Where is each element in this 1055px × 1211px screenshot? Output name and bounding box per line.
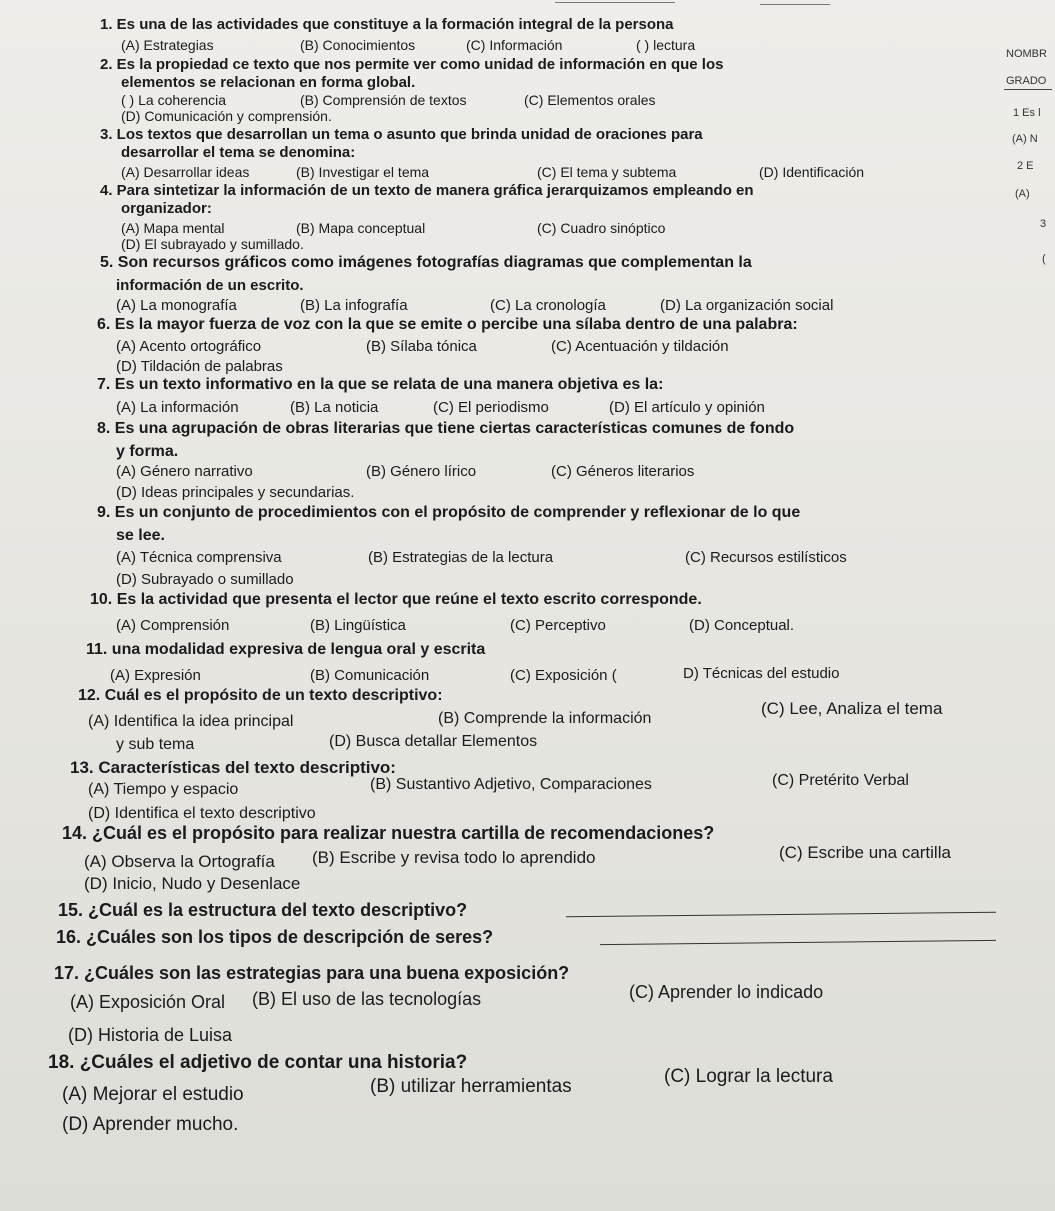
question-2: 2. Es la propiedad ce texto que nos permite ver como unidad de información en que los [100,56,724,73]
option: (C) Pretérito Verbal [772,772,909,789]
option: D) Técnicas del estudio [683,665,840,682]
option: (D) La organización social [660,297,834,314]
question-8: 8. Es una agrupación de obras literarias que tiene ciertas características comunes de fondo [97,420,795,437]
option: (C) Información [466,37,563,53]
option: (C) Lee, Analiza el tema [761,699,943,718]
side-text: 1 Es l [1013,107,1041,119]
side-text: 3 [1040,218,1047,230]
option: ( ) La coherencia [121,92,227,108]
option: (D) Tildación de palabras [116,358,283,375]
option: (B) utilizar herramientas [370,1076,572,1097]
question-16: 16. ¿Cuáles son los tipos de descripción de seres? [56,927,494,947]
option: (D) Identifica el texto descriptivo [88,805,316,822]
option: (A) Estrategias [121,37,214,53]
option: (C) La cronología [490,297,606,314]
question-7: 7. Es un texto informativo en la que se relata de una manera objetiva es la: [97,376,664,393]
answer-line [566,912,996,918]
option: (B) Investigar el tema [296,164,430,180]
option: (C) Aprender lo indicado [629,982,824,1002]
option: (C) Escribe una cartilla [779,843,951,862]
answer-line [600,940,996,945]
option: (A) Acento ortográfico [116,338,262,355]
option: (B) Estrategias de la lectura [368,549,554,566]
option: (A) Mapa mental [121,220,225,236]
option: (A) Género narrativo [116,463,253,480]
question-18: 18. ¿Cuáles el adjetivo de contar una historia? [48,1052,468,1073]
option: (C) Géneros literarios [551,463,695,480]
top-line [555,2,675,3]
side-text: (A) [1015,188,1030,200]
question-12: 12. Cuál es el propósito de un texto descriptivo: [78,687,443,704]
option: (C) Exposición ( [510,667,617,684]
question-15: 15. ¿Cuál es la estructura del texto descriptivo? [58,900,468,920]
side-text: ( [1042,253,1046,265]
option: (B) Comprensión de textos [300,92,467,108]
question-10: 10. Es la actividad que presenta el lector que reúne el texto escrito corresponde. [90,591,702,608]
option: (B) Comunicación [310,667,430,684]
question-1: 1. Es una de las actividades que constituye a la formación integral de la persona [100,16,674,33]
option: (C) Cuadro sinóptico [537,220,666,236]
option: (D) Inicio, Nudo y Desenlace [84,874,301,893]
side-text: GRADO [1006,75,1047,87]
option: (B) Lingüística [310,617,406,634]
option: (D) Ideas principales y secundarias. [116,484,355,501]
question-4-cont: organizador: [121,200,212,217]
option: (C) Recursos estilísticos [685,549,847,566]
question-5-cont: información de un escrito. [116,277,304,294]
option: (B) Género lírico [366,463,477,480]
question-4: 4. Para sintetizar la información de un texto de manera gráfica jerarquizamos empleando en [100,182,754,199]
option: (D) Busca detallar Elementos [329,733,538,750]
option: y sub tema [116,736,195,753]
question-11: 11. una modalidad expresiva de lengua oral y escrita [86,641,486,658]
question-8-cont: y forma. [116,443,179,460]
option: (A) Mejorar el estudio [62,1084,244,1105]
option: (C) El tema y subtema [537,164,677,180]
question-9-cont: se lee. [116,527,165,544]
option: (A) Expresión [110,667,201,684]
option: ( ) lectura [636,37,696,53]
side-line [1004,89,1052,90]
option: (B) Escribe y revisa todo lo aprendido [312,848,596,867]
question-3: 3. Los textos que desarrollan un tema o asunto que brinda unidad de oraciones para [100,126,703,143]
option: (C) Elementos orales [524,92,656,108]
option: (D) Comunicación y comprensión. [121,108,332,124]
option: (B) Sustantivo Adjetivo, Comparaciones [370,776,652,793]
question-5: 5. Son recursos gráficos como imágenes fotografías diagramas que complementan la [100,254,752,271]
option: (C) Acentuación y tildación [551,338,729,355]
option: (B) Mapa conceptual [296,220,426,236]
option: (D) El artículo y opinión [609,399,765,416]
option: (A) Tiempo y espacio [88,781,239,798]
question-6: 6. Es la mayor fuerza de voz con la que se emite o percibe una sílaba dentro de una palabra: [97,316,798,333]
option: (C) Lograr la lectura [664,1066,833,1087]
option: (D) El subrayado y sumillado. [121,236,304,252]
option: (D) Subrayado o sumillado [116,571,294,588]
top-line [760,4,830,5]
option: (A) Técnica comprensiva [116,549,282,566]
option: (A) Observa la Ortografía [84,852,275,871]
option: (A) La monografía [116,297,237,314]
question-13: 13. Características del texto descriptivo: [70,758,396,777]
option: (A) Exposición Oral [70,992,226,1012]
option: (D) Conceptual. [689,617,795,634]
option: (D) Historia de Luisa [68,1025,233,1045]
question-9: 9. Es un conjunto de procedimientos con el propósito de comprender y reflexionar de lo que [97,504,801,521]
option: (A) Comprensión [116,617,230,634]
option: (D) Aprender mucho. [62,1114,239,1135]
side-text: NOMBR [1006,48,1047,60]
option: (B) La infografía [300,297,408,314]
option: (A) La información [116,399,239,416]
option: (C) Perceptivo [510,617,606,634]
option: (B) Sílaba tónica [366,338,477,355]
question-2-cont: elementos se relacionan en forma global. [121,74,416,91]
option: (B) Conocimientos [300,37,416,53]
option: (B) Comprende la información [438,710,652,727]
option: (C) El periodismo [433,399,549,416]
question-14: 14. ¿Cuál es el propósito para realizar nuestra cartilla de recomendaciones? [62,823,715,843]
option: (A) Desarrollar ideas [121,164,250,180]
side-text: 2 E [1017,160,1034,172]
option: (B) El uso de las tecnologías [252,989,482,1009]
option: (D) Identificación [759,164,865,180]
question-17: 17. ¿Cuáles son las estrategias para una buena exposición? [54,963,570,983]
option: (A) Identifica la idea principal [88,713,294,730]
side-text: (A) N [1012,133,1038,145]
option: (B) La noticia [290,399,379,416]
question-3-cont: desarrollar el tema se denomina: [121,144,356,161]
